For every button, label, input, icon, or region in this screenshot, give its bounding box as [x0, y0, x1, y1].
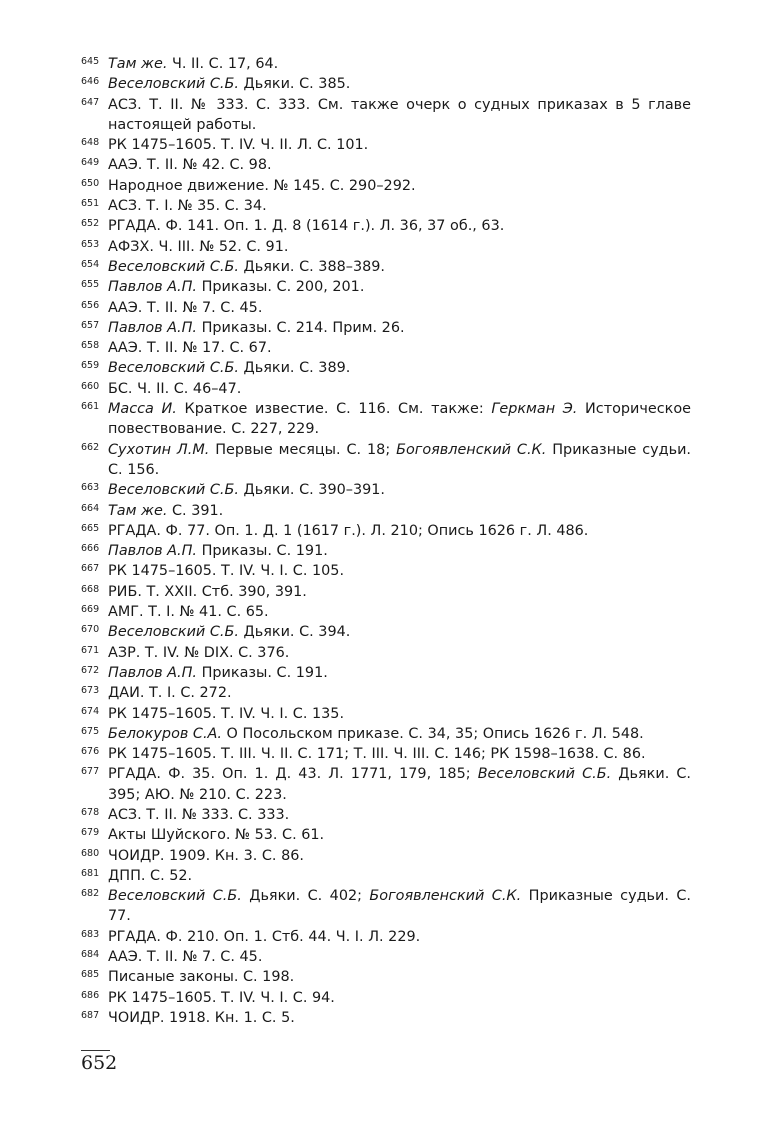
footnote-text: ЧОИДР. 1909. Кн. 3. С. 86.: [108, 847, 304, 864]
footnote-text: Первые месяцы. С. 18;: [209, 441, 397, 458]
footnote-text: РК 1475–1605. Т. III. Ч. II. С. 171; Т. III. Ч. III. С. 146; РК 1598–1638. С. 86.: [108, 746, 646, 763]
footnote-number: 661: [81, 401, 100, 413]
footnote-text: Дьяки. С. 385.: [238, 76, 351, 93]
footnote: [81, 927, 691, 947]
footnote-text-italic: Павлов А.П.: [108, 543, 197, 560]
footnote-text: Дьяки. С. 388–389.: [238, 258, 385, 275]
footnote-number: 672: [81, 664, 100, 676]
footnote: [81, 196, 691, 216]
footnote: [81, 338, 691, 358]
footnote-text: АЗР. Т. IV. № DIX. С. 376.: [108, 644, 290, 661]
footnote-text: Дьяки. С. 389.: [238, 360, 351, 377]
footnote-number: 686: [81, 989, 100, 1001]
footnote-text: Акты Шуйского. № 53. С. 61.: [108, 827, 325, 844]
footnote-text-italic: Веселовский С.Б.: [477, 766, 612, 783]
footnote-number: 652: [81, 218, 100, 230]
footnote-text-italic: Богоявленский С.К.: [396, 441, 547, 458]
footnote-number: 656: [81, 299, 100, 311]
footnote-number: 658: [81, 340, 100, 352]
footnote-text: РК 1475–1605. Т. IV. Ч. I. С. 135.: [108, 705, 345, 722]
footnote-number: 664: [81, 502, 100, 514]
footnote-list: [81, 54, 691, 1028]
footnote: [81, 176, 691, 196]
footnote-number: 680: [81, 847, 100, 859]
footnote-number: 676: [81, 746, 100, 758]
footnote: [81, 704, 691, 724]
footnote-text: Приказы. С. 191.: [197, 543, 328, 560]
footnote: [81, 846, 691, 866]
footnote: [81, 967, 691, 987]
footnote-text: Дьяки. С. 402;: [241, 888, 370, 905]
footnote-number: 670: [81, 624, 100, 636]
footnote: [81, 379, 691, 399]
footnote-number: 655: [81, 279, 100, 291]
footnote: [81, 95, 691, 136]
footnote-text: Приказы. С. 191.: [197, 664, 328, 681]
footnote-text: РГАДА. Ф. 210. Оп. 1. Стб. 44. Ч. I. Л. 229.: [108, 928, 421, 945]
footnote-text: ДПП. С. 52.: [108, 867, 193, 884]
footnote-text: АМГ. Т. I. № 41. С. 65.: [108, 604, 269, 621]
page-number-rule: [81, 1050, 110, 1051]
footnote-text: Дьяки. С. 390–391.: [238, 482, 385, 499]
footnote-number: 647: [81, 96, 100, 108]
footnote-text-italic: Белокуров С.А.: [108, 725, 222, 742]
footnote-text-italic: Сухотин Л.М.: [108, 441, 210, 458]
footnote-text: РГАДА. Ф. 35. Оп. 1. Д. 43. Л. 1771, 179, 185;: [108, 766, 478, 783]
footnote: [81, 257, 691, 277]
footnote-text: Приказы. С. 200, 201.: [197, 279, 365, 296]
footnote-text: Краткое известие. С. 116. См. также:: [176, 401, 492, 418]
footnote-text: РГАДА. Ф. 141. Оп. 1. Д. 8 (1614 г.). Л. 36, 37 об., 63.: [108, 218, 505, 235]
footnote: [81, 1008, 691, 1028]
footnote: [81, 744, 691, 764]
footnote: [81, 683, 691, 703]
footnote-text: ААЭ. Т. II. № 42. С. 98.: [108, 157, 272, 174]
footnote-number: 646: [81, 76, 100, 88]
footnote-text: Историческое повествование. С. 227, 229.: [108, 401, 691, 438]
footnote: [81, 643, 691, 663]
footnote-text: ДАИ. Т. I. С. 272.: [108, 685, 232, 702]
footnote-number: 663: [81, 482, 100, 494]
footnote: [81, 440, 691, 481]
footnote-text: ААЭ. Т. II. № 17. С. 67.: [108, 340, 272, 357]
footnote: [81, 602, 691, 622]
footnote: [81, 663, 691, 683]
footnote-text-italic: Павлов А.П.: [108, 664, 197, 681]
footnote-number: 662: [81, 441, 100, 453]
footnote-number: 645: [81, 56, 100, 67]
footnote: [81, 561, 691, 581]
footnote: [81, 866, 691, 886]
footnote-text-italic: Павлов А.П.: [108, 279, 197, 296]
footnote-text: АСЗ. Т. I. № 35. С. 34.: [108, 198, 267, 215]
footnote-text: Приказные судьи. С. 156.: [108, 441, 692, 478]
footnote-text: АСЗ. Т. II. № 333. С. 333.: [108, 806, 290, 823]
footnote-text-italic: Веселовский С.Б.: [108, 888, 242, 905]
footnote-number: 671: [81, 644, 100, 656]
footnote-text: Народное движение. № 145. С. 290–292.: [108, 177, 416, 194]
footnote: [81, 764, 691, 805]
footnote-number: 674: [81, 705, 100, 717]
footnote-text: С. 391.: [167, 502, 224, 519]
footnote-text: Приказные судьи. С. 77.: [108, 888, 691, 925]
footnote-text: Дьяки. С. 394.: [238, 624, 351, 641]
footnote: [81, 135, 691, 155]
footnote-number: 669: [81, 604, 100, 616]
footnote-number: 660: [81, 380, 100, 392]
footnote-text: РК 1475–1605. Т. IV. Ч. II. Л. С. 101.: [108, 137, 369, 154]
footnote-text: ЧОИДР. 1918. Кн. 1. С. 5.: [108, 1009, 295, 1026]
footnote: [81, 622, 691, 642]
footnote-number: 666: [81, 543, 100, 555]
footnote-text: РИБ. Т. XXII. Стб. 390, 391.: [108, 583, 307, 600]
footnote: [81, 155, 691, 175]
footnote-number: 681: [81, 867, 100, 879]
page-number: 652: [81, 1052, 118, 1074]
footnote-number: 650: [81, 177, 100, 189]
footnote: [81, 825, 691, 845]
footnote: [81, 54, 691, 74]
footnote-number: 685: [81, 969, 100, 981]
footnote-text: АФЗХ. Ч. III. № 52. С. 91.: [108, 238, 289, 255]
footnote: [81, 521, 691, 541]
footnote-text-italic: Там же.: [108, 502, 168, 519]
footnote: [81, 947, 691, 967]
footnote: [81, 582, 691, 602]
footnote-number: 649: [81, 157, 100, 169]
footnote: [81, 805, 691, 825]
footnote-number: 668: [81, 583, 100, 595]
footnote-text: РГАДА. Ф. 77. Оп. 1. Д. 1 (1617 г.). Л. 210; Опись 1626 г. Л. 486.: [108, 522, 589, 539]
footnote: [81, 724, 691, 744]
footnote-text-italic: Масса И.: [108, 401, 177, 418]
footnote-number: 673: [81, 685, 100, 697]
footnote-number: 665: [81, 522, 100, 534]
footnote: [81, 277, 691, 297]
footnote-number: 687: [81, 1009, 100, 1021]
footnote: [81, 541, 691, 561]
footnote-text: Дьяки. С. 395; АЮ. № 210. С. 223.: [108, 766, 691, 803]
footnote: [81, 988, 691, 1008]
footnote-text-italic: Богоявленский С.К.: [369, 888, 522, 905]
footnote: [81, 318, 691, 338]
footnote-number: 683: [81, 928, 100, 940]
footnote-number: 659: [81, 360, 100, 372]
footnote-text: Приказы. С. 214. Прим. 26.: [197, 319, 405, 336]
footnote-number: 651: [81, 198, 100, 210]
footnote-text-italic: Веселовский С.Б.: [108, 482, 239, 499]
footnote: [81, 399, 691, 440]
footnote-text-italic: Веселовский С.Б.: [108, 76, 239, 93]
footnote-number: 678: [81, 806, 100, 818]
footnote-number: 648: [81, 137, 100, 149]
footnote-text: Ч. II. С. 17, 64.: [167, 56, 279, 72]
footnote-text-italic: Веселовский С.Б.: [108, 258, 239, 275]
footnote-number: 654: [81, 258, 100, 270]
footnote-text: АСЗ. Т. II. № 333. С. 333. См. также очерк о судных приказах в 5 главе настоящей работы.: [108, 96, 691, 133]
footnote-text-italic: Веселовский С.Б.: [108, 360, 239, 377]
footnote-number: 675: [81, 725, 100, 737]
footnote-text-italic: Павлов А.П.: [108, 319, 197, 336]
footnote-text: О Посольском приказе. С. 34, 35; Опись 1626 г. Л. 548.: [221, 725, 644, 742]
footnote-number: 667: [81, 563, 100, 575]
footnote-text: ААЭ. Т. II. № 7. С. 45.: [108, 949, 263, 966]
footnote: [81, 74, 691, 94]
footnote-text: БС. Ч. II. С. 46–47.: [108, 380, 242, 397]
footnote: [81, 501, 691, 521]
footnote-text: РК 1475–1605. Т. IV. Ч. I. С. 94.: [108, 989, 335, 1006]
footnote-number: 677: [81, 766, 100, 778]
footnote: [81, 480, 691, 500]
footnote-number: 657: [81, 319, 100, 331]
footnote-number: 682: [81, 888, 100, 900]
footnote: [81, 237, 691, 257]
footnote-number: 679: [81, 827, 100, 839]
footnote: [81, 358, 691, 378]
footnote-text-italic: Геркман Э.: [491, 401, 578, 418]
footnote-text-italic: Там же.: [108, 56, 168, 72]
footnote: [81, 298, 691, 318]
footnote: [81, 886, 691, 927]
footnote: [81, 216, 691, 236]
footnote-text: Писаные законы. С. 198.: [108, 969, 295, 986]
footnote-text: ААЭ. Т. II. № 7. С. 45.: [108, 299, 263, 316]
footnote-number: 653: [81, 238, 100, 250]
footnote-text: РК 1475–1605. Т. IV. Ч. I. С. 105.: [108, 563, 345, 580]
footnote-text-italic: Веселовский С.Б.: [108, 624, 239, 641]
footnote-number: 684: [81, 949, 100, 961]
